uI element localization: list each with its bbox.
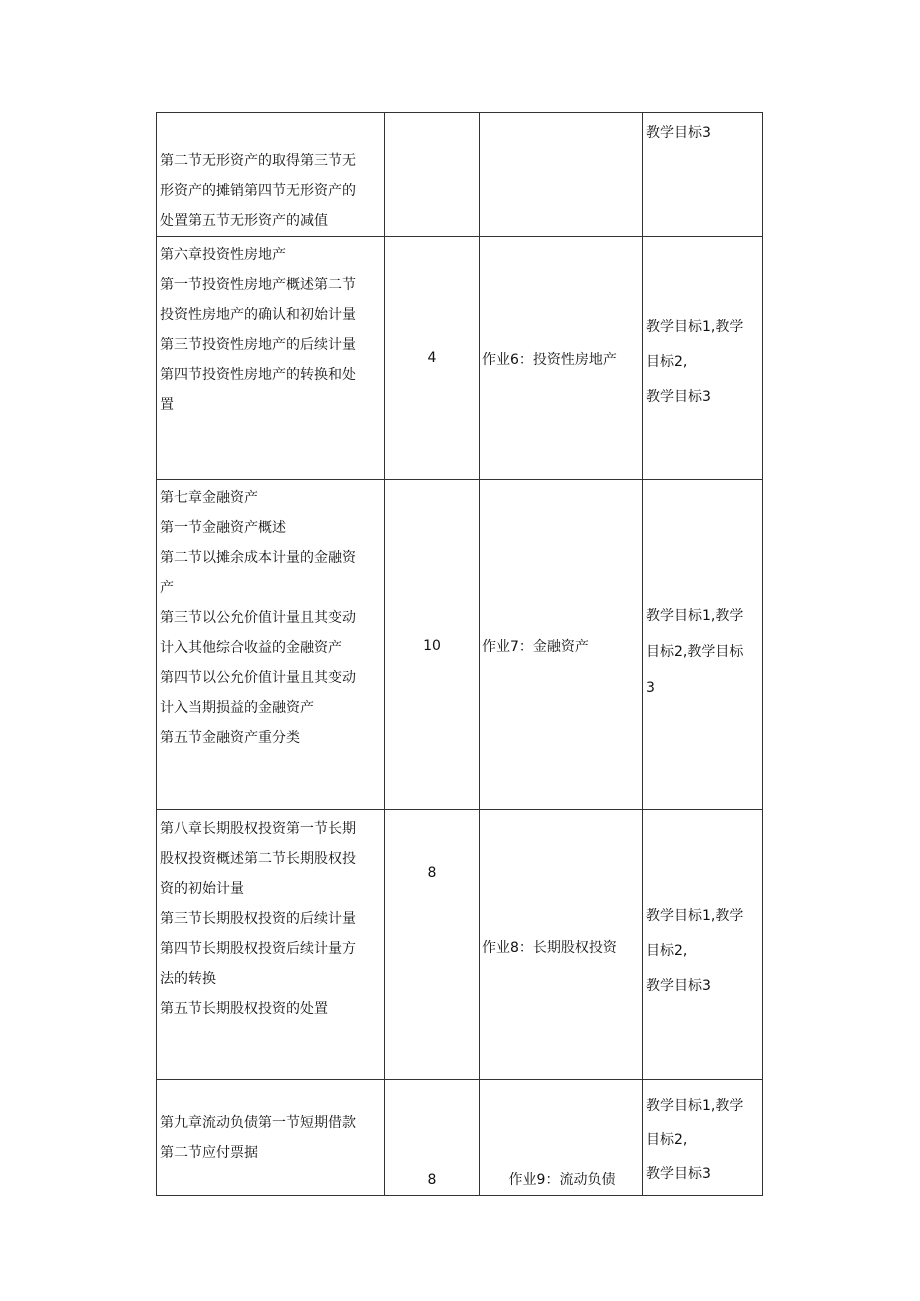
homework-value: 作业7：金融资产 [482,639,589,655]
hours-cell [385,480,480,810]
content-line: 股权投资概述第二节长期股权投 [160,851,356,867]
hours-value: 4 [427,350,437,366]
content-line: 第四节投资性房地产的转换和处 [160,367,356,383]
content-line: 第三节投资性房地产的后续计量 [160,337,356,353]
content-line: 第八章长期股权投资第一节长期 [160,821,356,837]
objective-line: 教学目标3 [646,1166,711,1182]
chapter-content-cell [157,480,385,810]
content-line: 第三节长期股权投资的后续计量 [160,911,356,927]
table-row [157,113,763,237]
objectives-cell [643,810,763,1080]
content-line: 处置第五节无形资产的减值 [160,213,328,229]
table-row [157,810,763,1080]
content-line: 计入当期损益的金融资产 [160,700,314,716]
homework-cell [480,1080,643,1196]
table-row [157,237,763,480]
content-line: 投资性房地产的确认和初始计量 [160,307,356,323]
content-line: 第六章投资性房地产 [160,247,286,263]
chapter-content-cell [157,1080,385,1196]
objective-line: 教学目标1,教学 [646,908,744,924]
homework-cell [480,810,643,1080]
content-line: 第七章金融资产 [160,490,258,506]
content-line: 第一节投资性房地产概述第二节 [160,277,356,293]
content-line: 第三节以公允价值计量且其变动 [160,610,356,626]
hours-value: 8 [427,1172,437,1188]
hours-value: 10 [423,638,441,654]
objective-line: 教学目标1,教学 [646,319,744,335]
hours-cell [385,810,480,1080]
objective-line: 教学目标3 [646,978,711,994]
chapter-content-cell [157,237,385,480]
objective-line: 目标2, [646,1132,688,1148]
objective-line: 目标2, [646,354,688,370]
content-line: 第四节长期股权投资后续计量方 [160,941,356,957]
objective-line: 教学目标3 [646,389,711,405]
objectives-cell [643,1080,763,1196]
chapter-content-cell [157,810,385,1080]
content-line: 置 [160,397,174,413]
hours-value: 8 [427,865,437,881]
objective-line: 目标2, [646,943,688,959]
objective-line: 目标2,教学目标 [646,644,744,660]
homework-value: 作业6：投资性房地产 [482,352,617,368]
hours-cell [385,113,480,237]
chapter-content-cell [157,113,385,237]
objective-line: 3 [646,680,655,696]
content-line: 第二节以摊余成本计量的金融资 [160,550,356,566]
homework-value: 作业8：长期股权投资 [482,940,617,956]
content-line: 第五节金融资产重分类 [160,730,300,746]
objective-line: 教学目标1,教学 [646,1098,744,1114]
objectives-cell [643,237,763,480]
content-line: 计入其他综合收益的金融资产 [160,640,342,656]
table-row [157,480,763,810]
content-line: 法的转换 [160,971,216,987]
objectives-cell [643,113,763,237]
table-row [157,1080,763,1196]
content-line: 第五节长期股权投资的处置 [160,1001,328,1017]
homework-cell [480,113,643,237]
content-line: 第二节应付票据 [160,1145,258,1161]
content-line: 第九章流动负债第一节短期借款 [160,1115,356,1131]
homework-cell [480,480,643,810]
syllabus-table [156,112,763,1196]
objective-line: 教学目标3 [646,125,711,141]
homework-cell [480,237,643,480]
hours-cell [385,1080,480,1196]
hours-cell [385,237,480,480]
content-line: 产 [160,580,174,596]
content-line: 形资产的摊销第四节无形资产的 [160,183,356,199]
content-line: 第二节无形资产的取得第三节无 [160,153,356,169]
content-line: 第一节金融资产概述 [160,520,286,536]
objectives-cell [643,480,763,810]
homework-value: 作业9：流动负债 [508,1172,616,1188]
content-line: 第四节以公允价值计量且其变动 [160,670,356,686]
objective-line: 教学目标1,教学 [646,608,744,624]
content-line: 资的初始计量 [160,881,244,897]
